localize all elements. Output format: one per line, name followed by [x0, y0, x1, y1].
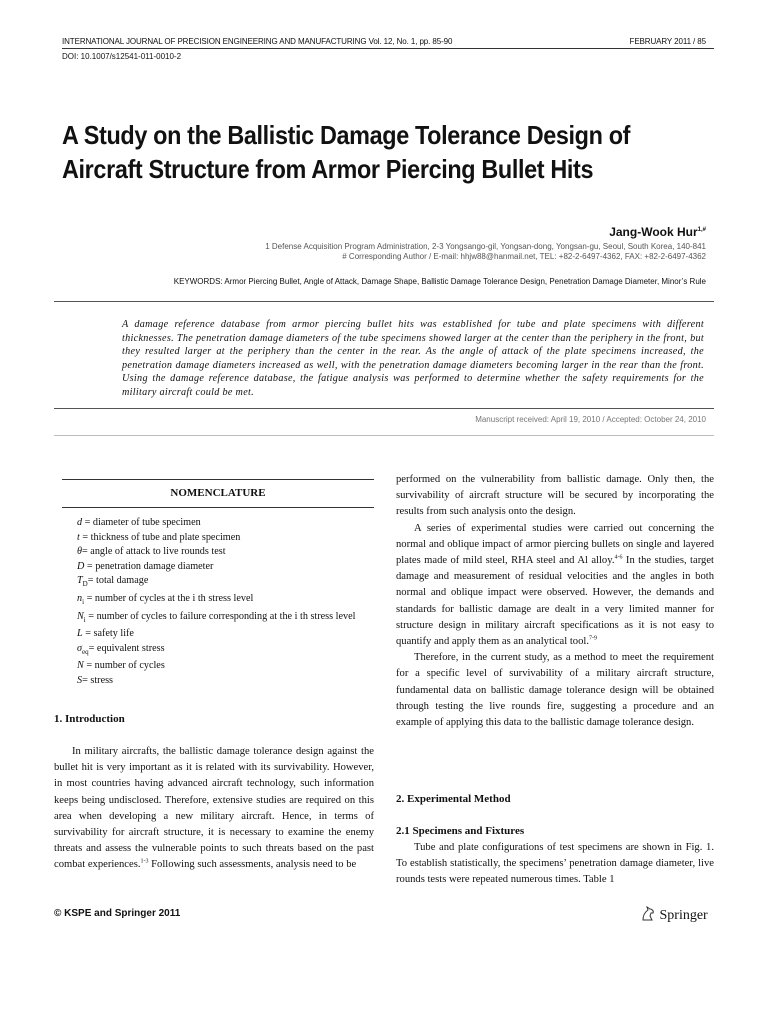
springer-logo	[640, 904, 708, 924]
symbol: t	[77, 531, 80, 543]
nomenclature-list	[77, 516, 377, 689]
ref-4-6[interactable]: 4-6	[614, 554, 623, 561]
intro-heading: 1. Introduction	[54, 713, 125, 725]
symbol: D	[77, 560, 85, 572]
title-line-2: Aircraft Structure from Armor Piercing Bullet Hits	[62, 154, 594, 184]
symbol-subscript: i	[82, 598, 85, 607]
springer-horse-icon	[640, 904, 656, 922]
specimens-heading: 2.1 Specimens and Fixtures	[396, 825, 525, 837]
springer-name: Springer	[659, 908, 708, 923]
definition: = safety life	[82, 628, 134, 640]
symbol: T	[77, 575, 83, 587]
symbol: n	[77, 593, 83, 604]
nomenclature-item	[77, 531, 377, 546]
symbol: S	[77, 675, 83, 687]
right-p1-b: In the studies, target damage and measurement of residual velocities and the angles in both normal and oblique impact were observed. However, the demands and standards for ballistic damage are dealt in a very limited manner for structure design in military aircraft specifications as it is not easy to quantify and apply them as an analytical tool.	[396, 555, 714, 648]
nomenclature-item	[77, 674, 377, 689]
nomenclature-item	[77, 574, 377, 592]
author	[609, 225, 706, 239]
right-column-bottom	[396, 840, 714, 889]
definition: = number of cycles at the i th stress level	[84, 593, 254, 604]
definition: = total damage	[87, 575, 149, 587]
right-p0: performed on the vulnerability from ballistic damage. Only then, the survivability of aircraft structure will be secured by incorporating the results from such analysis onto the design.	[396, 474, 714, 518]
copyright: © KSPE and Springer 2011	[54, 908, 181, 919]
definition: = penetration damage diameter	[84, 560, 214, 572]
nomenclature-item	[77, 560, 377, 575]
symbol-subscript: D	[82, 580, 88, 589]
abstract-bottom-rule	[54, 408, 714, 409]
symbol-subscript: eq	[82, 647, 89, 656]
definition: = equivalent stress	[88, 642, 165, 654]
header-rule	[62, 48, 714, 49]
manuscript-received: Manuscript received: April 19, 2010 / Accepted: October 24, 2010	[475, 415, 706, 424]
intro-p1-tail: Following such assessments, analysis need to be	[148, 859, 357, 871]
author-name: Jang-Wook Hur	[609, 225, 698, 239]
keywords: KEYWORDS: Armor Piercing Bullet, Angle of Attack, Damage Shape, Ballistic Damage Tolerance Design, Penetration Damage Diameter, Minor’s Rule	[173, 277, 706, 286]
symbol: N	[77, 610, 84, 622]
nomenclature-title: NOMENCLATURE	[170, 487, 266, 499]
definition: = stress	[82, 675, 114, 687]
journal-name: INTERNATIONAL JOURNAL OF PRECISION ENGINEERING AND MANUFACTURING Vol. 12, No. 1, pp. 85-90	[62, 37, 453, 46]
abstract-top-rule	[54, 301, 714, 302]
nomenclature-item	[77, 659, 377, 674]
paper-title	[62, 118, 656, 186]
nomenclature-item	[77, 627, 377, 642]
nomenclature-top-rule	[62, 479, 374, 480]
right-column-top	[396, 472, 714, 731]
definition: = number of cycles to failure corresponding at the i th stress level	[85, 610, 356, 622]
intro-body	[54, 744, 374, 874]
date-page: FEBRUARY 2011 / 85	[629, 37, 706, 46]
symbol: L	[77, 628, 83, 640]
right-p1-text: A series of experimental studies were carried out concerning the normal and oblique impact of armor piercing bullets on single and layered plates made of mild steel, RHA steel and Al alloy.	[396, 522, 714, 567]
symbol-subscript: i	[83, 615, 86, 624]
affiliation-line-1: 1 Defense Acquisition Program Administration, 2-3 Yongsango-gil, Yongsan-dong, Yongsan-gu, Seoul, South Korea, 140-841	[265, 242, 706, 251]
ref-1-3[interactable]: 1-3	[140, 858, 149, 865]
affiliation	[265, 242, 706, 262]
definition: = thickness of tube and plate specimen	[79, 531, 241, 543]
nomenclature-rule	[62, 507, 374, 508]
experimental-heading: 2. Experimental Method	[396, 793, 511, 805]
intro-p1-text: In military aircrafts, the ballistic damage tolerance design against the bullet hit is very important as it is related with its survivability. However, in most countries having advanced aircraft technology, such information keeps being undisclosed. Therefore, extensive studies are required on this area when developing a new military aircraft. Hence, in terms of survivability for aircraft structure, it is necessary to examine the enemy threats and assess the vulnerable points to such threats based on the past combat experiences.	[54, 746, 374, 871]
nomenclature-item	[77, 642, 377, 660]
author-sup: 1,#	[697, 227, 706, 233]
definition: = diameter of tube specimen	[82, 517, 201, 528]
right-p1	[396, 521, 714, 651]
ref-7-9[interactable]: 7-9	[588, 635, 597, 642]
definition: = number of cycles	[83, 660, 165, 672]
nomenclature-item	[77, 516, 377, 531]
section-rule	[54, 435, 714, 436]
symbol: N	[77, 660, 84, 672]
nomenclature-item	[77, 610, 377, 628]
title-line-1: A Study on the Ballistic Damage Tolerance Design of	[62, 120, 631, 150]
right-p3: Tube and plate configurations of test specimens are shown in Fig. 1. To establish statistically, the specimens’ penetration damage diameter, live rounds tests were repeated numerous times. Table 1	[396, 842, 714, 886]
intro-paragraph	[54, 744, 374, 874]
nomenclature-item	[77, 545, 377, 560]
doi[interactable]: DOI: 10.1007/s12541-011-0010-2	[62, 52, 182, 61]
symbol: θ	[77, 546, 83, 558]
affiliation-line-2: # Corresponding Author / E-mail: hhjw88@hanmail.net, TEL: +82-2-6497-4362, FAX: +82-2-6497-4362	[342, 252, 706, 261]
abstract: A damage reference database from armor piercing bullet hits was established for tube and plate specimens with different thicknesses. The penetration damage diameters of the tube specimens showed larger at the center than the periphery in the front, but they resulted larger at the periphery than the center in the rear. As the angle of attack of the plate specimens increased, the penetration damage diameters increased as well, with the penetration damage diameters becoming larger in the rear than the front. Using the damage reference database, the fatigue analysis was performed to determine whether the safety requirements for the military aircraft could be met.	[122, 319, 704, 398]
right-p2: Therefore, in the current study, as a method to meet the requirement for a specific level of survivability of a military aircraft structure, fundamental data on ballistic damage tolerance design will be obtained through testing the live rounds fire, suggesting a procedure and an example of applying this data to the ballistic damage tolerance design.	[396, 652, 714, 729]
symbol: σ	[77, 642, 83, 654]
definition: = angle of attack to live rounds test	[82, 546, 226, 558]
nomenclature-item	[77, 592, 377, 610]
symbol: d	[77, 517, 83, 528]
